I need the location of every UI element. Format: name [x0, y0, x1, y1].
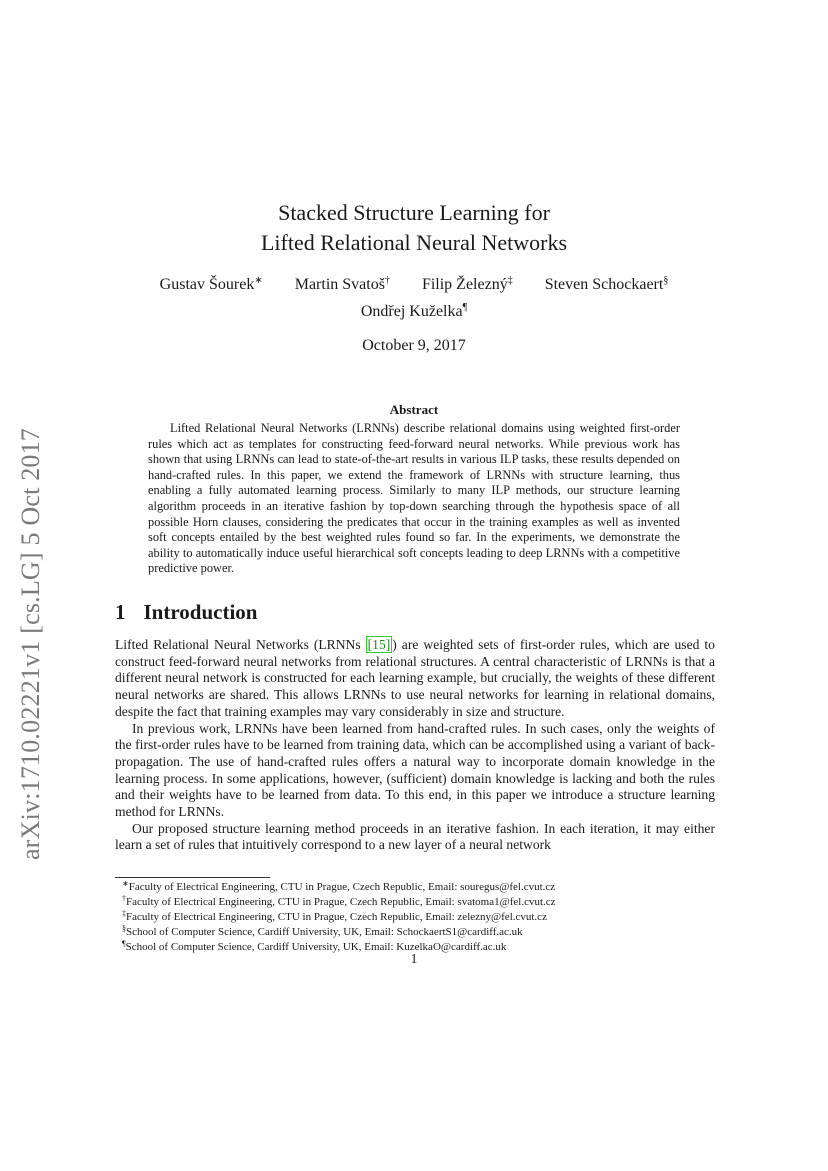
- footnote-text: Faculty of Electrical Engineering, CTU in Prague, Czech Republic, Email: svatoma1@fel.cvut.cz: [126, 895, 556, 908]
- publication-date: October 9, 2017: [362, 337, 466, 354]
- author-list: [0, 276, 828, 294]
- author: [545, 276, 669, 293]
- author-list-row-2: [0, 303, 828, 321]
- citation-link[interactable]: [15]: [367, 637, 391, 652]
- paragraph-text: ) are weighted sets of first-order rules, which are used to construct feed-forward neural networks from relational structures. A central characteristic of LRNNs is that a different neural network is constructed for each learning example, but crucially, the weights of these different neural networks are shared. This allows LRNNs to use neural networks for learning in relational domains, despite the fact that training examples may vary considerably in size and structure.: [115, 637, 715, 719]
- footnote: [122, 910, 722, 925]
- author-footnote-mark: ‡: [507, 275, 513, 286]
- author: [361, 303, 467, 320]
- footnote: [122, 895, 722, 910]
- section-title: Introduction: [143, 600, 258, 624]
- arxiv-identifier-stamp: arXiv:1710.02221v1 [cs.LG] 5 Oct 2017: [16, 428, 45, 860]
- author: [160, 276, 263, 293]
- footnote-divider: [115, 877, 270, 878]
- author-name: Filip Železný: [421, 276, 508, 293]
- footnote: [122, 925, 722, 940]
- author-footnote-mark: ¶: [462, 302, 468, 313]
- footnote-mark: §: [122, 923, 126, 933]
- abstract-heading: Abstract: [389, 402, 439, 417]
- footnote-text: Faculty of Electrical Engineering, CTU in Prague, Czech Republic, Email: zelezny@fel.cvut.cz: [126, 910, 547, 923]
- paragraph: [115, 637, 715, 721]
- title-line-2: Lifted Relational Neural Networks: [260, 230, 568, 255]
- body-text: [115, 637, 715, 854]
- page-number: 1: [410, 951, 418, 966]
- author-name: Gustav Šourek: [159, 276, 255, 293]
- footnote-text: Faculty of Electrical Engineering, CTU in Prague, Czech Republic, Email: souregus@fel.cvut.cz: [128, 881, 556, 893]
- author-footnote-mark: †: [384, 275, 390, 286]
- paragraph-text: Lifted Relational Neural Networks (LRNNs: [115, 637, 366, 652]
- author: [422, 276, 513, 293]
- footnote-mark: ∗: [122, 879, 129, 888]
- footnotes: [122, 880, 722, 955]
- footnote-mark: †: [122, 893, 126, 903]
- section-heading: [115, 600, 257, 625]
- title-line-1: Stacked Structure Learning for: [278, 200, 550, 225]
- paper-title: [0, 198, 828, 258]
- paragraph: Our proposed structure learning method proceeds in an iterative fashion. In each iteration, it may either learn a set of rules that intuitively correspond to a new layer of a neural network: [115, 820, 715, 853]
- footnote: [122, 880, 722, 895]
- section-number: 1: [115, 600, 126, 624]
- author-footnote-mark: ∗: [254, 275, 263, 286]
- author-footnote-mark: §: [663, 275, 669, 286]
- author-name: Ondřej Kuželka: [360, 303, 463, 320]
- footnote-mark: ‡: [122, 908, 126, 918]
- abstract-text: Lifted Relational Neural Networks (LRNNs) describe relational domains using weighted first-order rules which act as templates for constructing feed-forward neural networks. While previous work has shown that using LRNNs can lead to state-of-the-art results in various ILP tasks, these results depended on hand-crafted rules. In this paper, we extend the framework of LRNNs with structure learning, thus enabling a fully automated learning process. Similarly to many ILP methods, our structure learning algorithm proceeds in an iterative fashion by top-down searching through the hypothesis space of all possible Horn clauses, considering the predicates that occur in the training examples as well as invented soft concepts entailed by the best weighted rules found so far. In the experiments, we demonstrate the ability to automatically induce useful hierarchical soft concepts leading to deep LRNNs with a competitive predictive power.: [148, 421, 680, 576]
- paragraph: In previous work, LRNNs have been learned from hand-crafted rules. In such cases, only the weights of the first-order rules have to be learned from training data, which can be accomplished using a variant of back-propagation. The use of hand-crafted rules offers a natural way to incorporate domain knowledge in the learning process. In some applications, however, (sufficient) domain knowledge is lacking and both the rules and their weights have to be learned from data. To this end, in this paper we introduce a structure learning method for LRNNs.: [115, 720, 715, 820]
- footnote-mark: ¶: [122, 938, 126, 948]
- author-name: Martin Svatoš: [294, 276, 385, 293]
- footnote-text: School of Computer Science, Cardiff University, UK, Email: SchockaertS1@cardiff.ac.uk: [126, 925, 523, 938]
- footnote-text: School of Computer Science, Cardiff University, UK, Email: KuzelkaO@cardiff.ac.uk: [125, 940, 507, 953]
- author: [295, 276, 390, 293]
- author-name: Steven Schockaert: [544, 276, 664, 293]
